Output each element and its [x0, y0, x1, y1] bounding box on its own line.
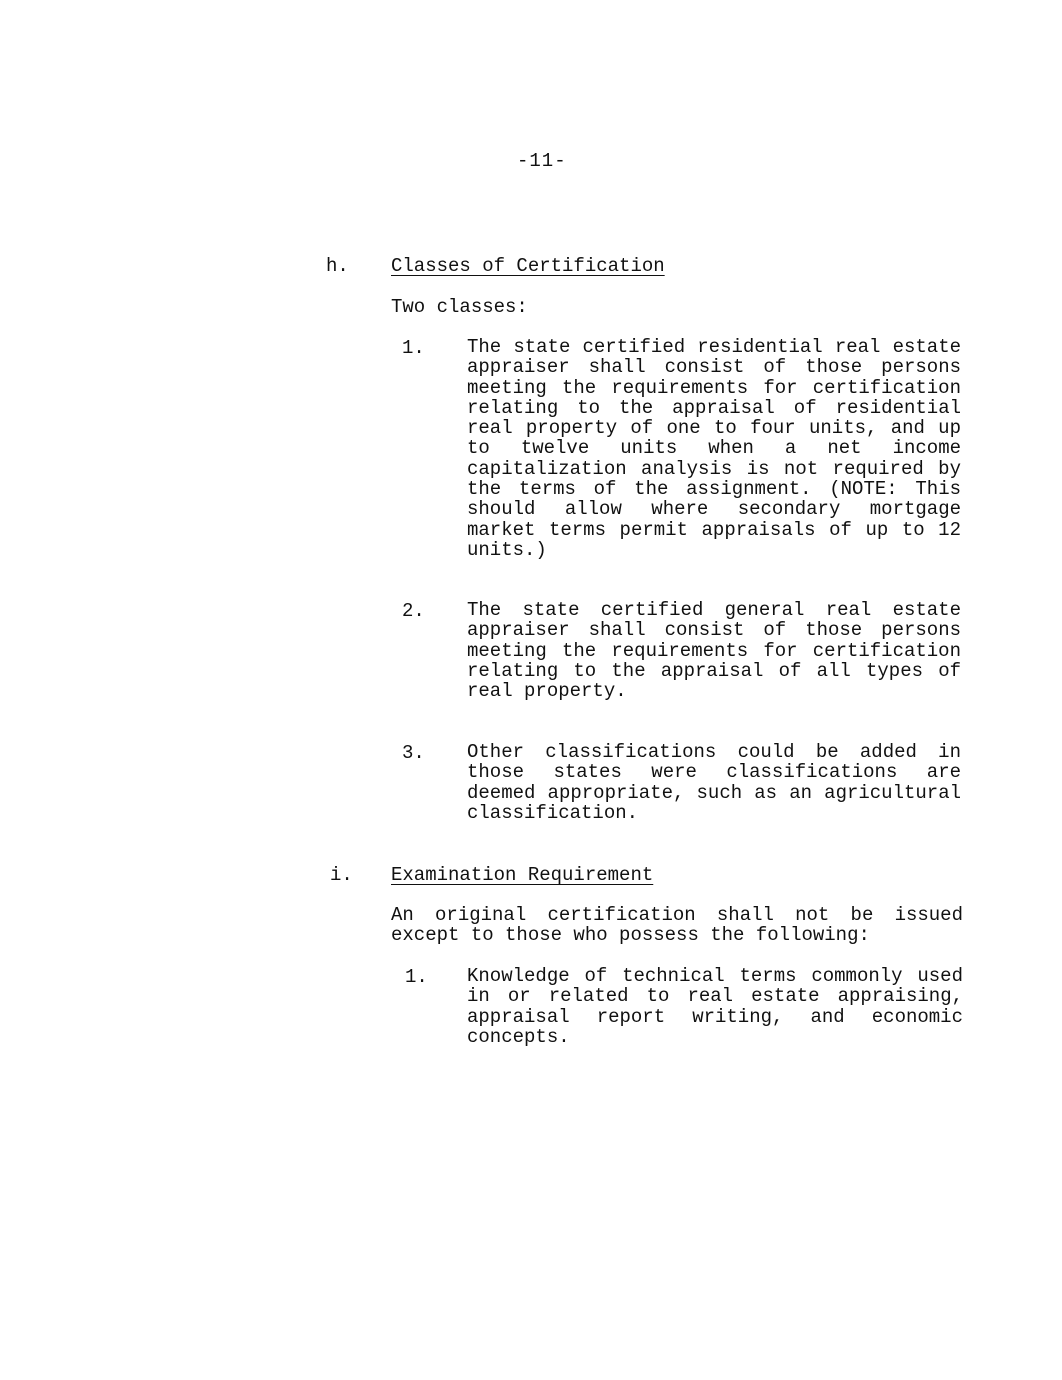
section-h-heading: Classes of Certification: [391, 255, 665, 277]
section-h-letter: h.: [326, 255, 349, 277]
section-i-heading: Examination Requirement: [391, 864, 654, 886]
page-number: -11-: [517, 150, 567, 172]
section-h-item-2-text: The state certified general real estate appraiser shall consist of those persons meeting the requirements for certification relating to the appraisal of all types of real property.: [467, 599, 961, 703]
section-h-item-3-text: Other classifications could be added in those states were classifications are deemed appropriate, such as an agricultural classification.: [467, 741, 961, 824]
section-i-item-1-text: Knowledge of technical terms commonly used in or related to real estate appraising, appraisal report writing, and economic concepts.: [467, 965, 963, 1048]
section-i-intro: An original certification shall not be issued except to those who possess the following:: [391, 904, 963, 947]
section-h-item-1-text: The state certified residential real estate appraiser shall consist of those persons meeting the requirements for certification relating to the appraisal of residential real property of one to four units, and up to twelve units when a net income capitalization analysis is not required by the terms of the assignment. (NOTE: This should allow where secondary mortgage market terms permit appraisals of up to 12 units.): [467, 336, 961, 561]
section-i-letter: i.: [330, 864, 353, 886]
section-h-item-1-number: 1.: [402, 337, 425, 359]
section-h-intro: Two classes:: [391, 296, 528, 318]
section-h-item-2-number: 2.: [402, 600, 425, 622]
section-h-item-3-number: 3.: [402, 742, 425, 764]
section-i-item-1-number: 1.: [405, 966, 428, 988]
